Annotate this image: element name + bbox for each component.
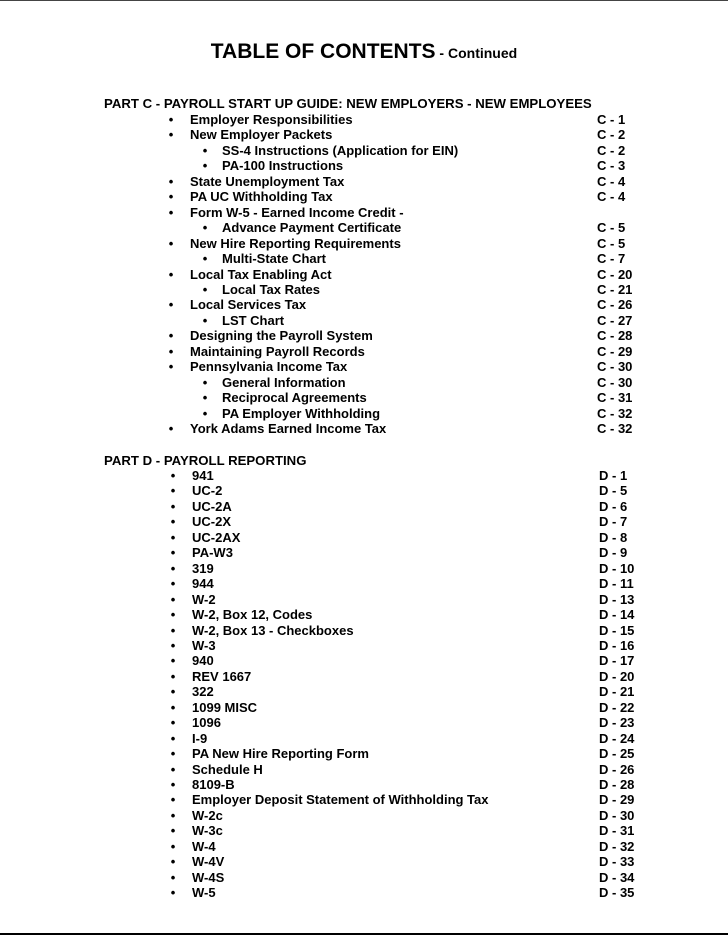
toc-entry xyxy=(0,158,728,173)
toc-entry-title: 1099 MISC xyxy=(192,699,258,715)
toc-page-ref: C - 2 xyxy=(597,142,626,158)
toc-entry xyxy=(0,669,728,684)
toc-page-ref: C - 4 xyxy=(597,189,626,205)
toc-page-ref: C - 30 xyxy=(597,374,633,390)
toc-page-ref: C - 4 xyxy=(597,173,626,189)
bullet-icon: • xyxy=(170,468,176,483)
bullet-icon: • xyxy=(170,715,176,731)
toc-entry-title: Maintaining Payroll Records xyxy=(190,343,365,359)
bullet-icon: • xyxy=(168,343,174,359)
bullet-icon: • xyxy=(202,142,208,158)
toc-entry-title: W-2, Box 13 - Checkboxes xyxy=(192,622,354,638)
toc-entry xyxy=(0,870,728,885)
bullet-icon: • xyxy=(170,545,176,561)
bullet-icon: • xyxy=(170,483,176,499)
toc-page-ref: C - 20 xyxy=(597,266,633,282)
bullet-icon: • xyxy=(170,777,176,792)
toc-entry-title: 941 xyxy=(192,468,214,483)
toc-page-ref: C - 21 xyxy=(597,281,633,297)
bullet-icon: • xyxy=(170,653,176,669)
toc-page-ref: C - 27 xyxy=(597,312,633,328)
toc-page-ref: C - 1 xyxy=(597,112,626,127)
toc-entry-title: 322 xyxy=(192,684,214,700)
toc-entry-title: PA-100 Instructions xyxy=(222,158,344,174)
toc-entry-title: Local Tax Rates xyxy=(222,281,321,297)
toc-page-ref: D - 24 xyxy=(599,730,635,746)
bullet-icon: • xyxy=(170,730,176,746)
toc-page-ref: D - 23 xyxy=(599,715,635,731)
bullet-icon: • xyxy=(202,281,208,297)
toc-page-ref: C - 28 xyxy=(597,328,633,344)
toc-page-ref: D - 6 xyxy=(599,498,628,514)
toc-entry xyxy=(0,421,728,436)
bullet-icon: • xyxy=(202,390,208,406)
toc-entry xyxy=(0,746,728,761)
toc-page-ref: D - 5 xyxy=(599,483,628,499)
toc-entry xyxy=(0,468,728,483)
bullet-icon: • xyxy=(168,297,174,313)
toc-entry xyxy=(0,406,728,421)
bullet-icon: • xyxy=(170,885,176,901)
toc-page-ref: D - 15 xyxy=(599,622,635,638)
bullet-icon: • xyxy=(170,823,176,839)
toc-page-ref: D - 31 xyxy=(599,823,635,839)
bullet-icon: • xyxy=(168,235,174,251)
toc-page-ref: D - 29 xyxy=(599,792,635,808)
part-c-heading: PART C - PAYROLL START UP GUIDE: NEW EMPLOYERS - NEW EMPLOYEES xyxy=(104,96,592,111)
toc-entry-title: Pennsylvania Income Tax xyxy=(190,359,348,375)
toc-entry-title: W-5 xyxy=(192,885,216,901)
bullet-icon: • xyxy=(170,668,176,684)
toc-entry-title: General Information xyxy=(222,374,346,390)
toc-entry xyxy=(0,375,728,390)
toc-entry-title: UC-2 xyxy=(192,483,223,499)
toc-page-ref: D - 8 xyxy=(599,529,628,545)
toc-entry-title: Schedule H xyxy=(192,761,263,777)
toc-page-ref: D - 25 xyxy=(599,746,635,762)
toc-entry xyxy=(0,808,728,823)
bottom-border xyxy=(0,933,728,935)
toc-page-ref: D - 17 xyxy=(599,653,635,669)
toc-entry-title: UC-2A xyxy=(192,498,232,514)
bullet-icon: • xyxy=(168,204,174,220)
bullet-icon: • xyxy=(170,854,176,870)
toc-entry xyxy=(0,143,728,158)
toc-page-ref: C - 29 xyxy=(597,343,633,359)
bullet-icon: • xyxy=(170,869,176,885)
toc-entry xyxy=(0,127,728,142)
toc-entry-title: UC-2AX xyxy=(192,529,241,545)
bullet-icon: • xyxy=(168,112,174,127)
title-main: TABLE OF CONTENTS xyxy=(210,40,436,63)
bullet-icon: • xyxy=(168,173,174,189)
toc-page-ref: D - 10 xyxy=(599,560,635,576)
bullet-icon: • xyxy=(168,359,174,375)
toc-entry xyxy=(0,653,728,668)
toc-entry xyxy=(0,823,728,838)
toc-entry-title: 940 xyxy=(192,653,214,669)
toc-entry xyxy=(0,282,728,297)
toc-entry xyxy=(0,715,728,730)
toc-entry-title: W-4S xyxy=(192,869,225,885)
toc-page-ref: D - 26 xyxy=(599,761,635,777)
toc-entry-title: SS-4 Instructions (Application for EIN) xyxy=(222,142,459,158)
toc-entry-title: W-4V xyxy=(192,854,225,870)
toc-entry xyxy=(0,499,728,514)
toc-entry-title: I-9 xyxy=(192,730,208,746)
toc-entry xyxy=(0,313,728,328)
toc-entry-title: Employer Responsibilities xyxy=(190,112,353,127)
toc-entry xyxy=(0,885,728,900)
toc-entry xyxy=(0,592,728,607)
toc-entry-title: New Hire Reporting Requirements xyxy=(190,235,401,251)
toc-entry xyxy=(0,684,728,699)
toc-entry xyxy=(0,607,728,622)
toc-entry xyxy=(0,561,728,576)
bullet-icon: • xyxy=(168,189,174,205)
toc-page-ref: D - 9 xyxy=(599,545,628,561)
toc-entry-title: Multi-State Chart xyxy=(222,251,326,267)
toc-entry-title: 944 xyxy=(192,576,214,592)
bullet-icon: • xyxy=(170,607,176,623)
toc-entry xyxy=(0,545,728,560)
toc-page-ref: D - 16 xyxy=(599,637,635,653)
toc-page-ref: C - 32 xyxy=(597,421,633,436)
bullet-icon: • xyxy=(168,266,174,282)
toc-entry xyxy=(0,623,728,638)
toc-entry xyxy=(0,854,728,869)
toc-entry-title: W-3c xyxy=(192,823,223,839)
bullet-icon: • xyxy=(170,807,176,823)
bullet-icon: • xyxy=(168,127,174,143)
bullet-icon: • xyxy=(202,405,208,421)
toc-entry-title: W-2, Box 12, Codes xyxy=(192,607,313,623)
toc-entry xyxy=(0,189,728,204)
toc-entry-title: PA UC Withholding Tax xyxy=(190,189,333,205)
bullet-icon: • xyxy=(170,498,176,514)
toc-page-ref: D - 14 xyxy=(599,607,635,623)
bullet-icon: • xyxy=(202,312,208,328)
toc-page-ref: D - 33 xyxy=(599,854,635,870)
toc-entry xyxy=(0,839,728,854)
toc-entry-title: 8109-B xyxy=(192,777,235,792)
toc-entry-title: Employer Deposit Statement of Withholding Tax xyxy=(192,792,489,808)
toc-page-ref: C - 7 xyxy=(597,251,626,267)
toc-entry-title: PA Employer Withholding xyxy=(222,405,381,421)
toc-entry-title: PA-W3 xyxy=(192,545,233,561)
bullet-icon: • xyxy=(170,529,176,545)
toc-page-ref: D - 7 xyxy=(599,514,628,530)
toc-entry xyxy=(0,576,728,591)
toc-entry xyxy=(0,638,728,653)
toc-entry-title: Local Tax Enabling Act xyxy=(190,266,332,282)
toc-entry-title: Reciprocal Agreements xyxy=(222,390,367,406)
toc-entry-title: W-4 xyxy=(192,838,216,854)
top-border xyxy=(0,0,728,1)
toc-page-ref: D - 13 xyxy=(599,591,635,607)
toc-page-ref: C - 31 xyxy=(597,390,633,406)
toc-entry xyxy=(0,344,728,359)
bullet-icon: • xyxy=(170,792,176,808)
toc-page-ref: D - 34 xyxy=(599,869,635,885)
toc-page-ref: D - 20 xyxy=(599,668,635,684)
bullet-icon: • xyxy=(170,591,176,607)
toc-entry-title: Advance Payment Certificate xyxy=(222,220,402,236)
toc-entry-title: REV 1667 xyxy=(192,668,252,684)
toc-page-ref: D - 28 xyxy=(599,777,635,792)
bullet-icon: • xyxy=(202,374,208,390)
toc-entry xyxy=(0,792,728,807)
bullet-icon: • xyxy=(168,328,174,344)
bullet-icon: • xyxy=(170,838,176,854)
toc-entry-title: UC-2X xyxy=(192,514,232,530)
toc-page-ref: C - 26 xyxy=(597,297,633,313)
toc-page-ref: C - 5 xyxy=(597,235,626,251)
toc-entry xyxy=(0,762,728,777)
toc-entry xyxy=(0,174,728,189)
toc-page-ref: D - 35 xyxy=(599,885,635,901)
toc-entry-title: W-2 xyxy=(192,591,216,607)
bullet-icon: • xyxy=(170,746,176,762)
toc-entry xyxy=(0,359,728,374)
toc-entry-title: State Unemployment Tax xyxy=(190,173,345,189)
bullet-icon: • xyxy=(170,699,176,715)
toc-entry-title: W-3 xyxy=(192,637,216,653)
toc-entry xyxy=(0,700,728,715)
toc-entry-title: W-2c xyxy=(192,807,223,823)
toc-entry xyxy=(0,112,728,127)
toc-entry xyxy=(0,483,728,498)
toc-entry-title: 1096 xyxy=(192,715,221,731)
toc-entry xyxy=(0,236,728,251)
toc-entry-title: Local Services Tax xyxy=(190,297,307,313)
toc-entry xyxy=(0,530,728,545)
bullet-icon: • xyxy=(170,684,176,700)
bullet-icon: • xyxy=(170,622,176,638)
bullet-icon: • xyxy=(202,220,208,236)
toc-page-ref: C - 5 xyxy=(597,220,626,236)
toc-entry-title: New Employer Packets xyxy=(190,127,333,143)
toc-page-ref: C - 30 xyxy=(597,359,633,375)
toc-entry xyxy=(0,220,728,235)
toc-page-ref: D - 22 xyxy=(599,699,635,715)
toc-entry-title: 319 xyxy=(192,560,214,576)
bullet-icon: • xyxy=(202,251,208,267)
toc-page-ref: D - 32 xyxy=(599,838,635,854)
toc-page-ref: D - 21 xyxy=(599,684,635,700)
toc-page-ref: C - 32 xyxy=(597,405,633,421)
toc-entry xyxy=(0,205,728,220)
bullet-icon: • xyxy=(170,576,176,592)
bullet-icon: • xyxy=(168,421,174,436)
toc-entry xyxy=(0,777,728,792)
toc-page-ref: D - 30 xyxy=(599,807,635,823)
toc-entry-title: Designing the Payroll System xyxy=(190,328,373,344)
toc-entry-title: LST Chart xyxy=(222,312,285,328)
bullet-icon: • xyxy=(170,560,176,576)
toc-page-ref: D - 11 xyxy=(599,576,634,592)
toc-page-ref: C - 2 xyxy=(597,127,626,143)
toc-entry-title: York Adams Earned Income Tax xyxy=(190,421,387,436)
bullet-icon: • xyxy=(170,761,176,777)
toc-page-ref: D - 1 xyxy=(599,468,628,483)
toc-entry xyxy=(0,514,728,529)
part-d-heading: PART D - PAYROLL REPORTING xyxy=(104,453,307,468)
bullet-icon: • xyxy=(170,637,176,653)
toc-entry xyxy=(0,390,728,405)
title-sub: - Continued xyxy=(435,45,518,61)
bullet-icon: • xyxy=(202,158,208,174)
toc-entry xyxy=(0,328,728,343)
toc-entry xyxy=(0,251,728,266)
toc-entry-title: Form W-5 - Earned Income Credit - xyxy=(190,204,404,220)
toc-entry xyxy=(0,731,728,746)
toc-entry xyxy=(0,267,728,282)
page-title xyxy=(0,40,728,64)
toc-entry-title: PA New Hire Reporting Form xyxy=(192,746,369,762)
bullet-icon: • xyxy=(170,514,176,530)
toc-entry xyxy=(0,297,728,312)
toc-page-ref: C - 3 xyxy=(597,158,626,174)
